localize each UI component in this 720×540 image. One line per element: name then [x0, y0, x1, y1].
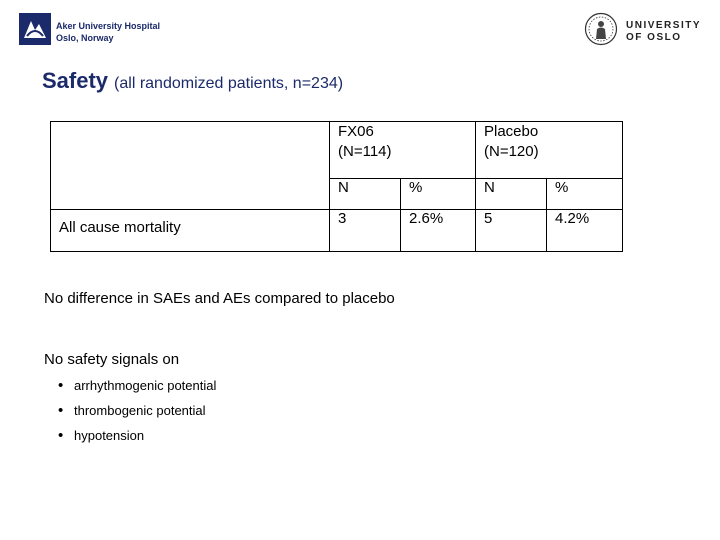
university-of-oslo-logo: [584, 12, 704, 48]
uio-logo-line2: OF OSLO: [626, 32, 682, 43]
aker-hospital-emblem-icon: [18, 12, 52, 46]
list-item: [58, 375, 216, 400]
row-label: All cause mortality: [51, 210, 330, 252]
slide-title-subtitle: (all randomized patients, n=234): [114, 75, 344, 92]
aker-logo-line2: Oslo, Norway: [56, 33, 114, 43]
table-corner-cell: [51, 122, 330, 210]
list-item-text: arrhythmogenic potential: [74, 378, 217, 393]
table-cell: 4.2%: [547, 210, 623, 252]
mortality-table: [50, 121, 623, 252]
subheader-cell: %: [401, 179, 476, 210]
list-item: [58, 425, 216, 450]
table-cell: 3: [330, 210, 401, 252]
group-name: Placebo: [484, 123, 539, 140]
table-cell: 2.6%: [401, 210, 476, 252]
university-seal-icon: [584, 12, 618, 46]
subheader-cell: N: [476, 179, 547, 210]
table-group-header-row: [51, 122, 623, 179]
group-header-fx06: [330, 122, 476, 179]
table-cell: 5: [476, 210, 547, 252]
subheader-cell: N: [330, 179, 401, 210]
group-n: (N=120): [484, 143, 539, 160]
table-row: [51, 210, 623, 252]
slide-title-main: Safety: [42, 68, 109, 93]
group-n: (N=114): [338, 143, 392, 160]
safety-signals-list: [58, 375, 216, 450]
aker-logo-line1: Aker University Hospital: [56, 21, 161, 31]
ae-statement: No difference in SAEs and AEs compared to placebo: [44, 290, 395, 307]
list-item-text: hypotension: [74, 428, 145, 443]
bullet-icon: •: [58, 427, 64, 444]
list-item-text: thrombogenic potential: [74, 403, 206, 418]
safety-signals-heading: No safety signals on: [44, 351, 180, 368]
bullet-icon: •: [58, 377, 64, 394]
list-item: [58, 400, 216, 425]
group-header-placebo: [476, 122, 623, 179]
subheader-cell: %: [547, 179, 623, 210]
bullet-icon: •: [58, 402, 64, 419]
slide-title: [42, 68, 343, 94]
group-name: FX06: [338, 123, 374, 140]
aker-hospital-logo: [18, 12, 178, 48]
uio-logo-line1: UNIVERSITY: [626, 20, 702, 31]
